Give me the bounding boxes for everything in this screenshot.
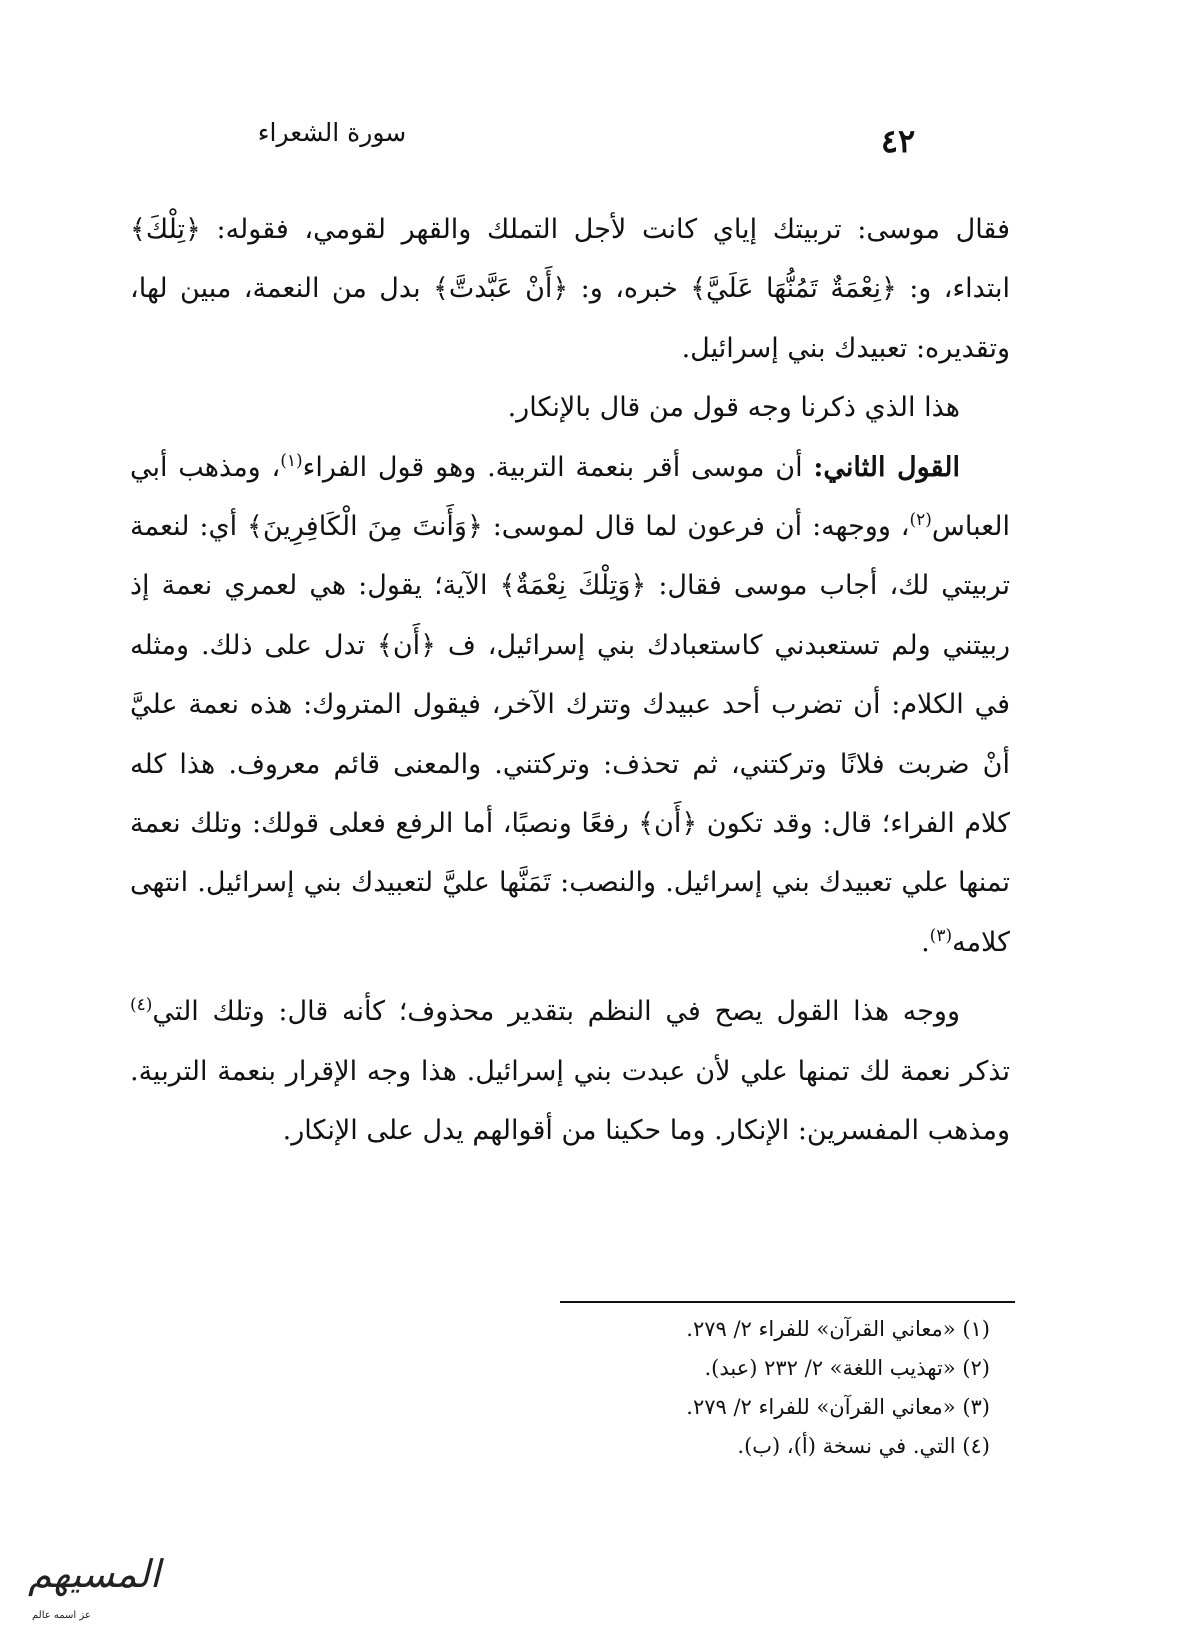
paragraph-text: . — [921, 926, 930, 958]
footnote-ref: (٣) — [929, 925, 953, 946]
paragraph-text: ووجه هذا القول يصح في النظم بتقدير محذوف؛ كأنه قال: وتلك التي — [152, 996, 960, 1028]
footnote-ref: (١) — [280, 450, 303, 471]
footnote-ref: (٤) — [130, 995, 153, 1016]
paragraph — [130, 982, 1010, 1160]
paragraph-text: ، ومذهب أبي العباس — [130, 451, 1010, 543]
footnote-ref: (٢) — [909, 510, 932, 531]
paragraph-text: أن موسى أقر بنعمة التربية. وهو قول الفراء — [302, 451, 814, 483]
paragraph: فقال موسى: تربيتك إياي كانت لأجل التملك والقهر لقومي، فقوله: ﴿تِلْكَ﴾ ابتداء، و: ﴿نِعْمَةٌ تَمُنُّهَا عَلَيَّ﴾ خبره، و: ﴿أَنْ عَبَّدتَّ﴾ بدل من النعمة، مبين لها، وتقديره: تعبيدك بني إسرائيل. — [130, 214, 1010, 364]
page-number: ٤٢ — [880, 122, 916, 160]
footnote: (٢) «تهذيب اللغة» ٢/ ٢٣٢ (عبد). — [704, 1356, 990, 1380]
watermark-subtext: عز اسمه عالم — [32, 1610, 91, 1621]
paragraph-text: ، ووجهه: أن فرعون لما قال لموسى: ﴿وَأَنتَ مِنَ الْكَافِرِينَ﴾ أي: لنعمة تربيتي لك، أجاب موسى فقال: ﴿وَتِلْكَ نِعْمَةٌ﴾ الآية؛ يقول: هي لعمري نعمة إذ ربيتني ولم تستعبدني كاستعبادك بني إسرائيل، ف ﴿أَن﴾ تدل على ذلك. ومثله في الكلام: أن تضرب أحد عبيدك وتترك الآخر، فيقول المتروك: هذه نعمة عليَّ أنْ ضربت فلانًا وتركتني، ثم تحذف: وتركتني. والمعنى قائم معروف. هذا كله كلام الفراء؛ قال: وقد تكون ﴿أَن﴾ رفعًا ونصبًا، أما الرفع فعلى قولك: وتلك نعمة تمنها علي تعبيدك بني إسرائيل. والنصب: تَمَنَّها عليَّ لتعبيدك بني إسرائيل. انتهى كلامه — [130, 511, 1010, 958]
footnote: (١) «معاني القرآن» للفراء ٢/ ٢٧٩. — [686, 1317, 990, 1341]
footnote: (٤) التي. في نسخة (أ)، (ب). — [737, 1434, 990, 1458]
footnotes — [300, 1310, 990, 1466]
paragraph — [130, 438, 1010, 973]
main-text — [130, 200, 1010, 1161]
surah-title: سورة الشعراء — [257, 118, 407, 147]
watermark-logo — [22, 1548, 161, 1638]
footnote: (٣) «معاني القرآن» للفراء ٢/ ٢٧٩. — [686, 1395, 990, 1419]
paragraph-lead: القول الثاني: — [813, 451, 960, 483]
paragraph-text: تذكر نعمة لك تمنها علي لأن عبدت بني إسرائيل. هذا وجه الإقرار بنعمة التربية. ومذهب المفسرين: الإنكار. وما حكينا من أقوالهم يدل على الإنكار. — [130, 1055, 1010, 1147]
paragraph: هذا الذي ذكرنا وجه قول من قال بالإنكار. — [507, 392, 960, 424]
footnote-divider — [560, 1301, 1015, 1303]
watermark-text: المسيهم — [28, 1552, 161, 1596]
